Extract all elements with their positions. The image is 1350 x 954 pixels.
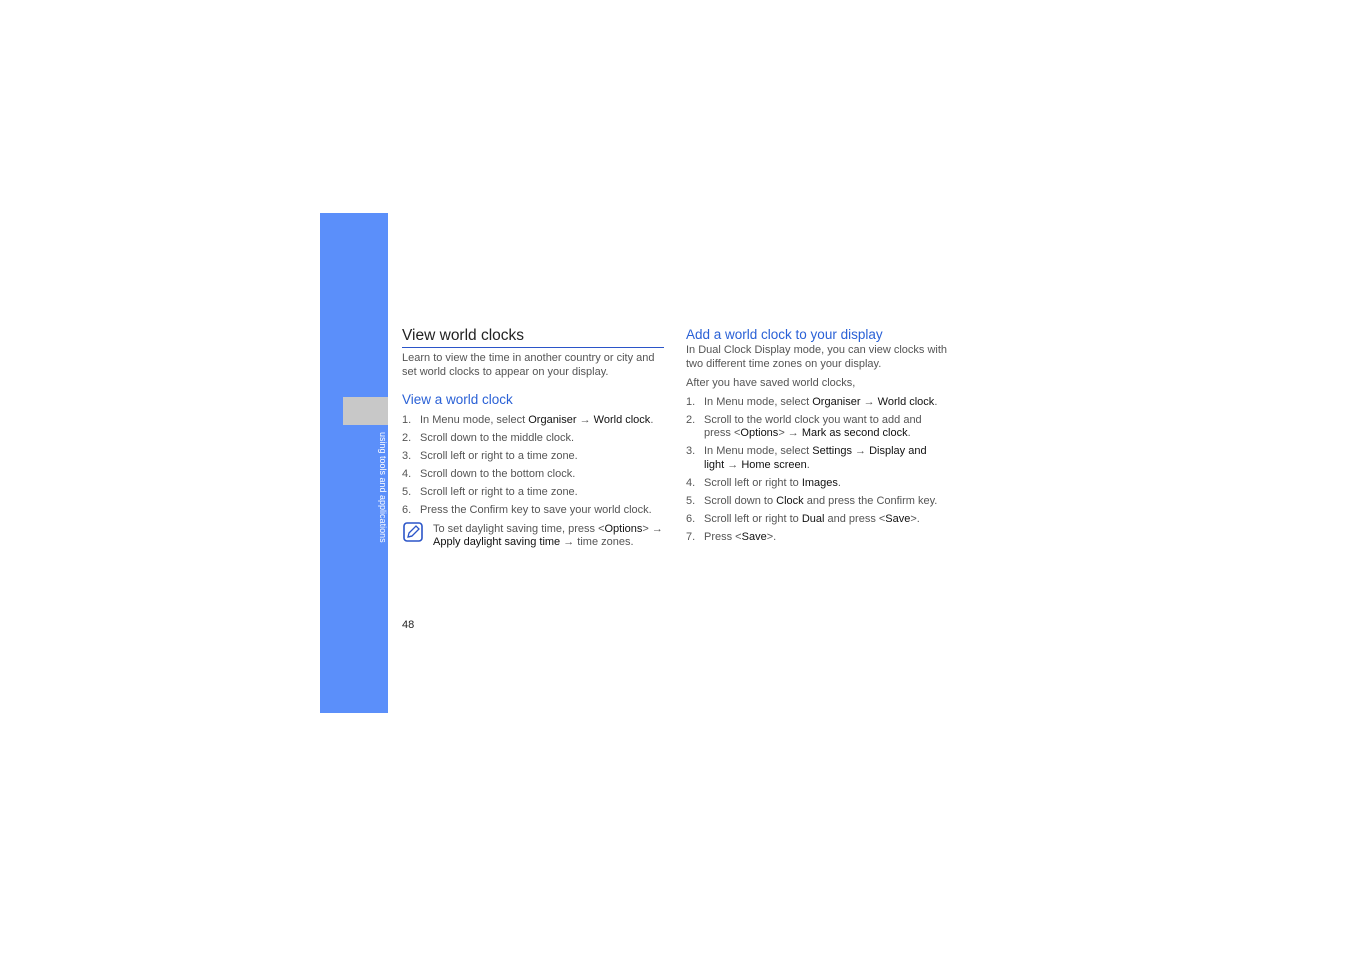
step-number: 1. bbox=[402, 414, 412, 426]
menu-term: Organiser bbox=[812, 395, 861, 408]
note-text bbox=[433, 523, 664, 550]
step-text: . bbox=[907, 427, 911, 439]
step-text: Scroll to the world clock you want to add and press < bbox=[704, 413, 922, 439]
step-text: Scroll left or right to a time zone. bbox=[420, 450, 578, 462]
step-text: In Menu mode, select bbox=[420, 414, 529, 426]
step-item bbox=[402, 504, 664, 518]
step-text: → bbox=[724, 458, 742, 471]
menu-term: Organiser bbox=[528, 414, 577, 426]
step-item bbox=[402, 486, 664, 500]
step-text: Scroll down to bbox=[704, 494, 777, 507]
chapter-tab bbox=[343, 397, 388, 425]
chapter-label: using tools and applications bbox=[378, 432, 388, 543]
menu-term: Clock bbox=[776, 494, 804, 507]
step-text: . bbox=[650, 414, 654, 426]
step-number: 3. bbox=[402, 450, 412, 462]
menu-term: Save bbox=[885, 512, 911, 525]
step-text: → bbox=[860, 395, 878, 408]
page-number: 48 bbox=[402, 619, 415, 631]
step-text: Scroll left or right to bbox=[704, 476, 802, 489]
step-item bbox=[402, 450, 664, 464]
step-number: 5. bbox=[686, 494, 696, 507]
steps-list-view bbox=[402, 414, 664, 518]
step-text: . bbox=[806, 458, 810, 471]
step-text: Scroll left or right to bbox=[704, 512, 802, 525]
step-item bbox=[402, 468, 664, 482]
step-text: → bbox=[576, 414, 594, 426]
step-number: 6. bbox=[686, 512, 696, 525]
menu-term: Save bbox=[741, 530, 767, 543]
step-item bbox=[402, 414, 664, 428]
menu-term: Images bbox=[801, 476, 838, 489]
add-after: After you have saved world clocks, bbox=[686, 377, 856, 389]
step-number: 2. bbox=[402, 432, 412, 444]
subsection-title-view: View a world clock bbox=[402, 392, 513, 407]
subsection-title-add: Add a world clock to your display bbox=[686, 327, 883, 342]
step-text: → bbox=[851, 445, 870, 457]
step-text: To set daylight saving time, press < bbox=[433, 522, 605, 535]
step-item bbox=[686, 445, 948, 472]
menu-term: Options bbox=[740, 427, 779, 439]
step-text: and press the Confirm key. bbox=[803, 494, 938, 507]
step-text: Press the Confirm key to save your world clock. bbox=[420, 504, 652, 516]
right-column bbox=[686, 326, 948, 549]
left-column bbox=[402, 326, 664, 550]
section-intro: Learn to view the time in another country or city and set world clocks to appear on your display. bbox=[402, 352, 655, 378]
step-number: 2. bbox=[686, 413, 696, 426]
steps-list-add bbox=[686, 396, 948, 545]
step-number: 4. bbox=[402, 468, 412, 480]
menu-term: Settings bbox=[812, 445, 852, 457]
step-text: and press < bbox=[824, 512, 886, 525]
add-intro: In Dual Clock Display mode, you can view clocks with two different time zones on your display. bbox=[686, 344, 948, 370]
step-text: . bbox=[837, 476, 841, 489]
step-text: >. bbox=[910, 512, 920, 525]
section-title: View world clocks bbox=[402, 326, 664, 348]
step-text: Scroll left or right to a time zone. bbox=[420, 486, 578, 498]
step-item bbox=[686, 477, 948, 491]
step-text: In Menu mode, select bbox=[704, 445, 813, 457]
menu-term: Dual bbox=[801, 512, 825, 525]
step-number: 1. bbox=[686, 395, 696, 408]
note-pencil-icon bbox=[403, 522, 423, 542]
menu-term: Home screen bbox=[741, 458, 807, 471]
step-text: In Menu mode, select bbox=[704, 395, 813, 408]
step-number: 7. bbox=[686, 530, 696, 543]
step-item bbox=[686, 495, 948, 509]
step-number: 6. bbox=[402, 504, 412, 516]
menu-term: Mark as second clock bbox=[801, 427, 908, 439]
menu-term: World clock bbox=[593, 414, 651, 426]
step-number: 4. bbox=[686, 476, 696, 489]
step-text: >. bbox=[766, 530, 777, 543]
step-text: Scroll down to the bottom clock. bbox=[420, 468, 576, 480]
note-block bbox=[402, 523, 664, 550]
step-text: . bbox=[934, 395, 938, 408]
step-item bbox=[686, 396, 948, 410]
menu-term: Options bbox=[604, 522, 643, 535]
menu-term: World clock bbox=[877, 395, 935, 408]
step-text: > → bbox=[642, 522, 663, 535]
step-text: → time zones. bbox=[560, 536, 634, 548]
step-item bbox=[402, 432, 664, 446]
step-number: 5. bbox=[402, 486, 412, 498]
step-item bbox=[686, 531, 948, 545]
step-item bbox=[686, 414, 948, 441]
menu-term: Display and light bbox=[704, 445, 927, 471]
step-text: Press < bbox=[704, 530, 742, 543]
step-text: Scroll down to the middle clock. bbox=[420, 432, 575, 444]
menu-term: Apply daylight saving time bbox=[433, 536, 561, 548]
step-number: 3. bbox=[686, 445, 696, 457]
step-item bbox=[686, 513, 948, 527]
step-text: > → bbox=[778, 427, 802, 439]
